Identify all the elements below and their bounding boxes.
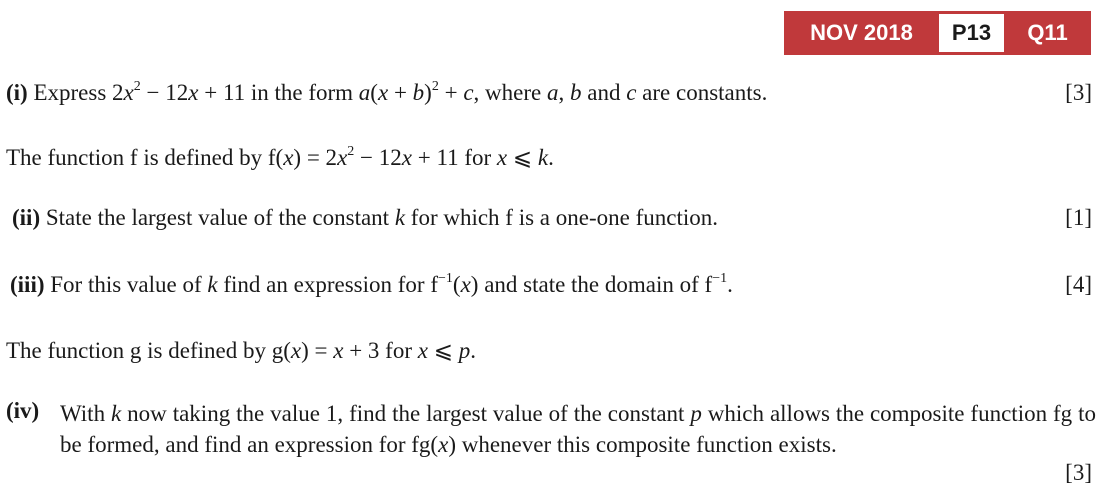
part-iv-text: ) whenever this composite function exists. [448, 432, 837, 457]
math-exponent: 2 [431, 79, 439, 94]
math-var: x [283, 145, 294, 170]
question-number-label: Q11 [1027, 20, 1068, 45]
part-i-question [6, 80, 767, 106]
math-var: k [207, 272, 218, 297]
function-f-definition [6, 145, 554, 171]
part-i-marks: [3] [1065, 80, 1092, 105]
part-ii-text: for which f is a one-one function. [405, 205, 718, 230]
math-var: b [412, 80, 425, 105]
part-i-text: , [558, 80, 570, 105]
definition-text: . [470, 338, 476, 363]
part-iv-label-line [6, 398, 39, 424]
math-var: x [333, 338, 344, 363]
math-var: c [463, 80, 474, 105]
definition-text: The function g is defined by g( [6, 338, 291, 363]
math-exponent: 2 [347, 144, 355, 159]
math-symbol: + [388, 80, 413, 105]
exam-session-label: NOV 2018 [810, 20, 913, 45]
math-exponent: −1 [712, 271, 728, 286]
part-iv-marks: [3] [1065, 460, 1092, 485]
math-var: p [458, 338, 471, 363]
math-var: p [690, 401, 702, 426]
math-exponent: −1 [437, 271, 453, 286]
math-var: x [188, 80, 199, 105]
math-var: x [401, 145, 412, 170]
math-var: x [438, 432, 449, 457]
math-var: a [546, 80, 559, 105]
definition-text: The function f is defined by f( [6, 145, 284, 170]
part-iii-text: ) and state the domain of f [470, 272, 713, 297]
definition-text: ) = 2 [293, 145, 338, 170]
math-var: c [626, 80, 637, 105]
math-var: b [569, 80, 582, 105]
part-iii-text: find an expression for f [217, 272, 438, 297]
part-iv-text: now taking the value 1, find the largest value of the constant [121, 401, 691, 426]
question-reference-tag [784, 11, 1091, 55]
math-var: x [290, 338, 302, 363]
definition-text: + 11 for [411, 145, 497, 170]
math-symbol: + [438, 80, 464, 105]
part-i-text: are constants. [636, 80, 768, 105]
math-var: k [394, 205, 406, 230]
part-i-text: Express 2 [27, 80, 124, 105]
math-var: x [417, 338, 428, 363]
definition-text: . [548, 145, 554, 170]
part-iii-text: . [727, 272, 733, 297]
math-var: x [460, 272, 471, 297]
definition-text: + 3 for [343, 338, 418, 363]
part-i-text: − 12 [140, 80, 189, 105]
part-iii-text: For this value of [44, 272, 208, 297]
part-ii-question [12, 205, 718, 231]
part-i-text: + 11 in the form [198, 80, 359, 105]
part-iv-text: which allows the composite function fg to be formed, and find an expression for fg( [60, 401, 1096, 457]
math-var: a [358, 80, 371, 105]
part-iii-marks: [4] [1065, 272, 1092, 297]
part-iii-question [10, 272, 733, 298]
part-iv-text: With [60, 401, 112, 426]
math-var: k [537, 145, 549, 170]
part-iv-label: (iv) [6, 398, 40, 423]
part-i-text: and [581, 80, 627, 105]
part-iii-label: (iii) [10, 272, 45, 297]
math-symbol: ( [452, 272, 461, 297]
math-var: x [337, 145, 348, 170]
definition-text: − 12 [354, 145, 402, 170]
math-var: k [111, 401, 122, 426]
part-iv-question [60, 398, 1096, 460]
part-i-label: (i) [6, 80, 28, 105]
part-i-text: , where [473, 80, 547, 105]
math-symbol: ⩽ [427, 338, 459, 363]
math-symbol: ) [424, 80, 432, 105]
part-ii-label: (ii) [12, 205, 41, 230]
math-var: x [377, 80, 389, 105]
math-symbol: ⩽ [507, 145, 538, 170]
part-ii-marks: [1] [1065, 205, 1092, 230]
math-var: x [123, 80, 134, 105]
math-var: x [496, 145, 508, 170]
part-ii-text: State the largest value of the constant [40, 205, 395, 230]
definition-text: ) = [301, 338, 334, 363]
math-exponent: 2 [133, 79, 141, 94]
math-symbol: ( [370, 80, 378, 105]
function-g-definition [6, 338, 476, 364]
paper-number-label: P13 [939, 14, 1004, 52]
